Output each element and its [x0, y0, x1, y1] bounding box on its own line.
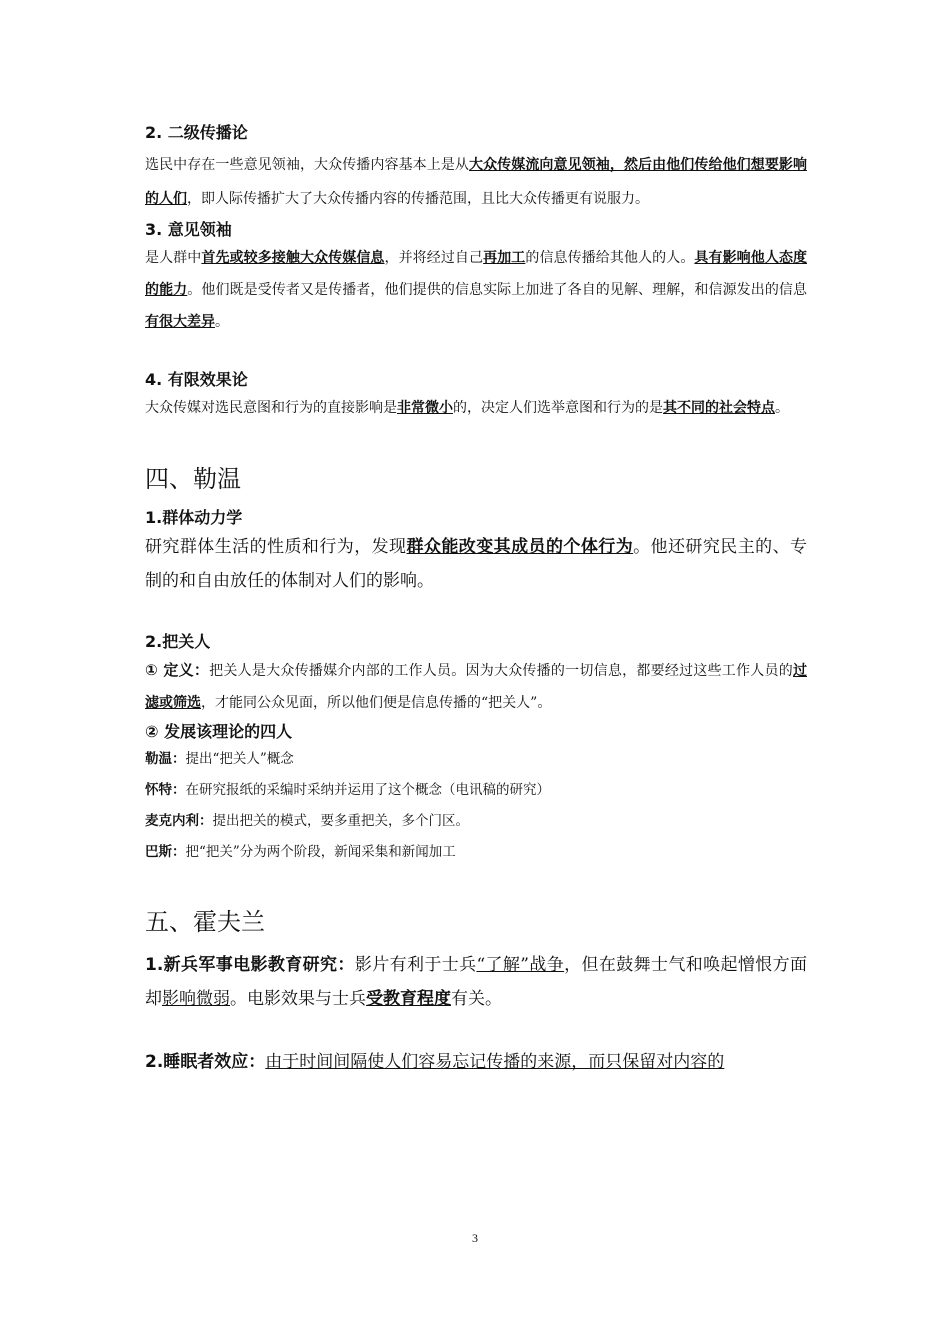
page-number: 3 — [472, 1231, 478, 1245]
person-name: 巴斯： — [145, 844, 186, 860]
section-lewin — [145, 463, 807, 868]
term-label: 2.睡眠者效应： — [145, 1052, 266, 1072]
term-label: 1.新兵军事电影教育研究： — [145, 955, 355, 975]
para-sleeper-effect — [145, 1045, 807, 1079]
developer-list — [145, 744, 807, 868]
para-gatekeeper-definition: ① 定义：把关人是大众传播媒介内部的工作人员。因为大众传播的一切信息，都要经过这些工作人员的过滤或筛选，才能同公众见面，所以他们便是信息传播的“把关人”。 — [145, 661, 807, 711]
heading-hovland: 五、霍夫兰 — [145, 908, 265, 936]
heading-lewin: 四、勒温 — [145, 465, 241, 493]
section-limited-effects — [145, 368, 807, 424]
definition-label: ① 定义： — [145, 661, 210, 679]
section-two-step-flow — [145, 121, 807, 216]
heading-two-step-flow: 2. 二级传播论 — [145, 123, 248, 142]
key-phrase: 具有影响他人态度的能力 — [145, 250, 808, 298]
key-phrase: 过滤或筛选 — [145, 663, 807, 711]
para-army-film-study: 1.新兵军事电影教育研究：影片有利于士兵“了解”战争，但在鼓舞士气和唤起憎恨方面却影响微弱。电影效果与士兵受教育程度有关。 — [145, 955, 808, 1009]
key-phrase: 群众能改变其成员的个体行为 — [406, 537, 634, 557]
heading-limited-effects: 4. 有限效果论 — [145, 370, 248, 389]
para-two-step-flow: 选民中存在一些意见领袖，大众传播内容基本上是从大众传媒流向意见领袖，然后由他们传给他们想要影响的人们，即人际传播扩大了大众传播内容的传播范围，且比大众传播更有说服力。 — [145, 157, 807, 207]
page-content — [145, 121, 807, 1079]
key-phrase: 有很大差异 — [145, 314, 215, 330]
section-hovland — [145, 906, 807, 1079]
para-group-dynamics: 研究群体生活的性质和行为，发现群众能改变其成员的个体行为。他还研究民主的、专制的和自由放任的体制对人们的影响。 — [145, 537, 808, 591]
key-phrase: 首先或较多接触大众传媒信息 — [201, 250, 385, 266]
key-phrase: 其不同的社会特点 — [663, 400, 775, 416]
para-limited-effects: 大众传媒对选民意图和行为的直接影响是非常微小的，决定人们选举意图和行为的是其不同的社会特点。 — [145, 400, 789, 416]
para-opinion-leader: 是人群中首先或较多接触大众传媒信息，并将经过自己再加工的信息传播给其他人的人。具有影响他人态度的能力。他们既是受传者又是传播者，他们提供的信息实际上加进了各自的见解、理解，和信源发出的信息有很大差异。 — [145, 250, 808, 330]
heading-four-developers: ② 发展该理论的四人 — [145, 722, 293, 741]
key-phrase: “了解”战争 — [476, 955, 565, 975]
person-name: 麦克内利： — [145, 813, 213, 829]
list-item: 巴斯：把“把关”分为两个阶段，新闻采集和新闻加工 — [145, 844, 456, 860]
person-name: 怀特： — [145, 782, 186, 798]
list-item: 勒温：提出“把关人”概念 — [145, 751, 294, 767]
key-phrase: 非常微小 — [397, 400, 453, 416]
key-phrase: 大众传媒流向意见领袖，然后由他们传给他们想要影响的人们 — [145, 157, 807, 207]
key-phrase: 再加工 — [483, 250, 526, 266]
person-name: 勒温： — [145, 751, 186, 767]
heading-gatekeeper: 2.把关人 — [145, 632, 211, 651]
key-phrase: 由于时间间隔使人们容易忘记传播的来源，而只保留对内容的 — [265, 1052, 725, 1072]
section-opinion-leader — [145, 218, 807, 338]
key-phrase: 受教育程度 — [366, 989, 451, 1009]
heading-group-dynamics: 1.群体动力学 — [145, 508, 243, 527]
list-item: 怀特：在研究报纸的采编时采纳并运用了这个概念（电讯稿的研究） — [145, 782, 550, 798]
heading-opinion-leader: 3. 意见领袖 — [145, 220, 232, 239]
key-phrase: 影响微弱 — [162, 989, 230, 1009]
list-item: 麦克内利：提出把关的模式，要多重把关，多个门区。 — [145, 813, 469, 829]
